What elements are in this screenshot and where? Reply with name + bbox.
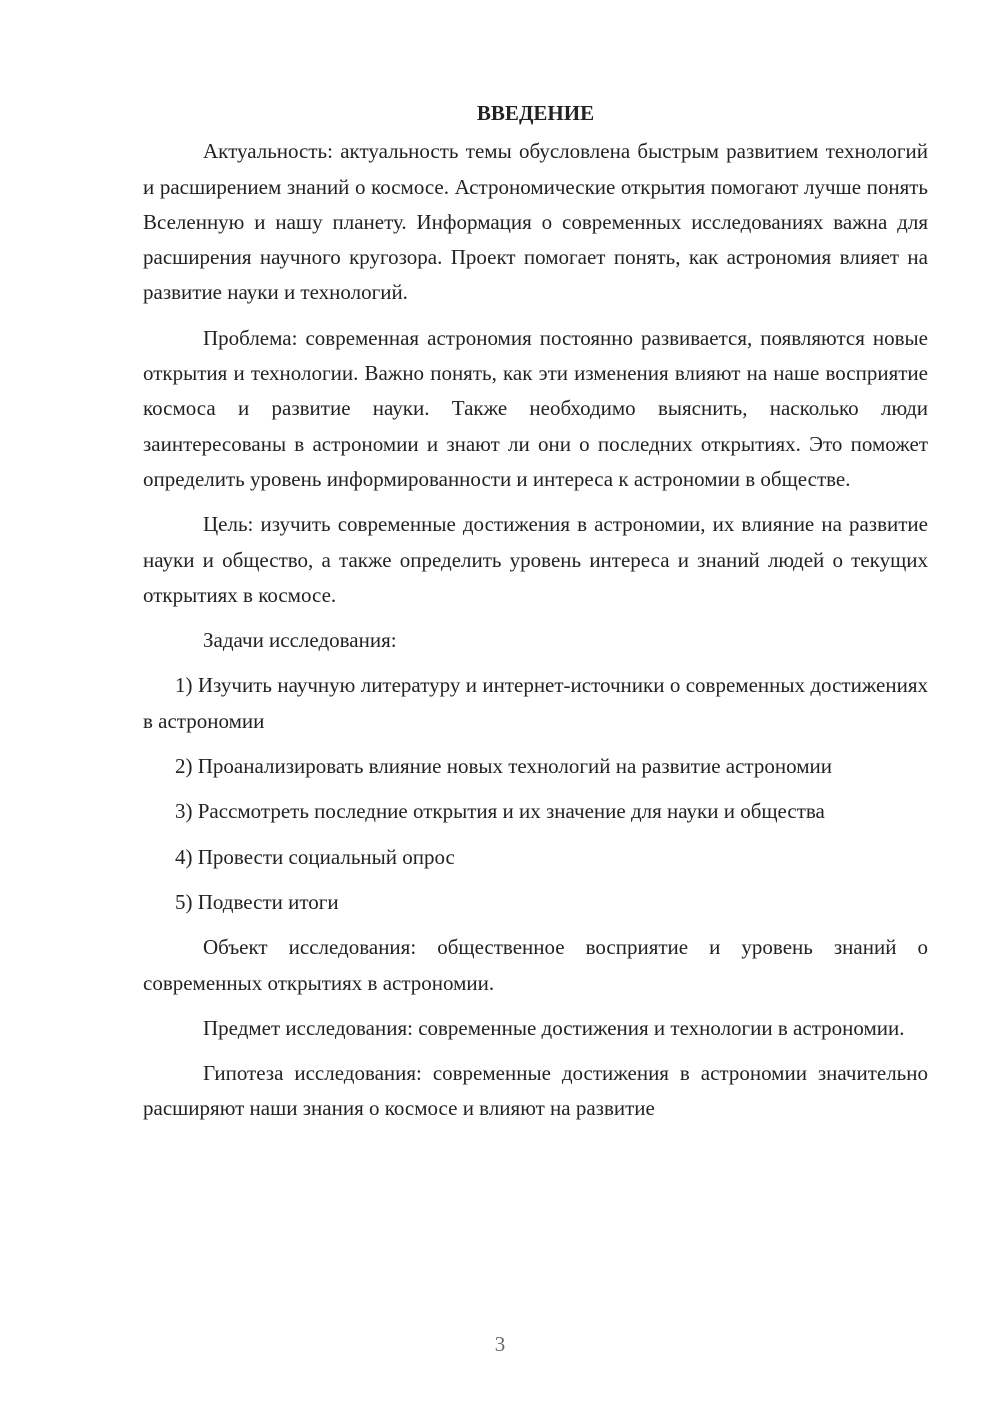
tasks-heading: Задачи исследования:: [203, 628, 397, 653]
subject-paragraph: Предмет исследования: современные достижения и технологии в астрономии.: [203, 1015, 905, 1040]
task-item-4: 4) Провести социальный опрос: [175, 844, 455, 869]
task-item-5: 5) Подвести итоги: [175, 889, 339, 914]
page-title: ВВЕДЕНИЕ: [476, 101, 595, 125]
problem-paragraph: Проблема: современная астрономия постоянно развивается, появляются новые открытия и технологии. Важно понять, как эти изменения влияют на наше восприятие космоса и развитие науки. Также необходимо выяснить, насколько люди заинтересованы в астрономии и знают ли они о последних открытиях. Это поможет определить уровень информированности и интереса к астрономии в обществе.: [143, 325, 928, 491]
page-number: 3: [494, 1332, 506, 1356]
task-item-1: 1) Изучить научную литературу и интернет-источники о современных достижениях в астрономии: [143, 673, 928, 733]
task-item-2: 2) Проанализировать влияние новых технологий на развитие астрономии: [175, 754, 832, 779]
relevance-paragraph: Актуальность: актуальность темы обусловлена быстрым развитием технологий и расширением знаний о космосе. Астрономические открытия помогают лучше понять Вселенную и нашу планету. Информация о современных исследованиях важна для расширения научного кругозора. Проект помогает понять, как астрономия влияет на развитие науки и технологий.: [143, 139, 928, 305]
goal-paragraph: Цель: изучить современные достижения в астрономии, их влияние на развитие науки и общество, а также определить уровень интереса и знаний людей о текущих открытиях в космосе.: [143, 512, 928, 607]
hypothesis-paragraph: Гипотеза исследования: современные достижения в астрономии значительно расширяют наши знания о космосе и влияют на развитие: [143, 1061, 928, 1121]
task-item-3: 3) Рассмотреть последние открытия и их значение для науки и общества: [175, 799, 825, 824]
object-paragraph: Объект исследования: общественное восприятие и уровень знаний о современных открытиях в астрономии.: [143, 935, 928, 995]
